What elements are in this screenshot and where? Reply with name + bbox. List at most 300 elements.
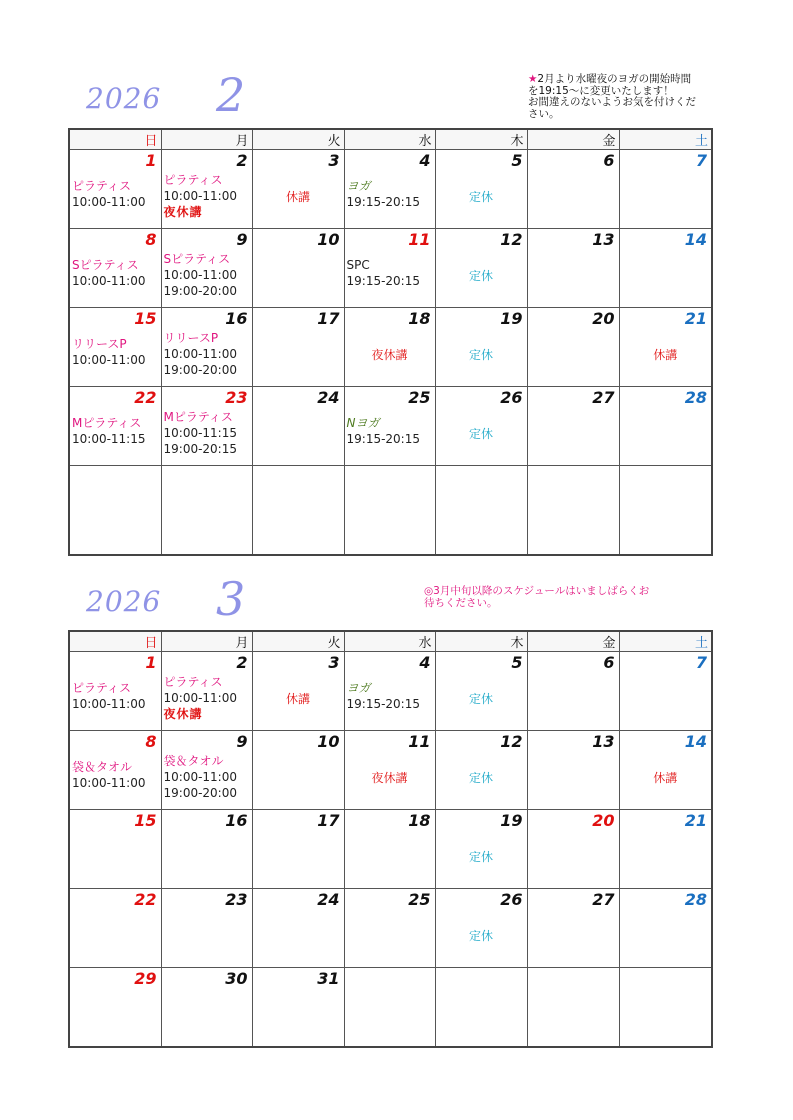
day-cell-content	[620, 308, 712, 386]
day-number: 12	[500, 732, 523, 751]
class-detail: 10:00-11:15	[163, 426, 237, 440]
day-number: 17	[317, 811, 340, 830]
class-event	[164, 753, 238, 801]
day-cell[interactable]	[161, 308, 252, 387]
day-cell[interactable]	[435, 150, 527, 229]
day-cell[interactable]	[252, 652, 344, 731]
class-detail: 10:00-11:15	[72, 432, 146, 446]
class-detail: 10:00-11:00	[163, 268, 237, 282]
class-event	[347, 680, 421, 712]
calendar-grid	[68, 630, 713, 1048]
week-row	[69, 810, 712, 889]
day-number: 18	[408, 309, 431, 328]
day-cell-content	[528, 387, 619, 465]
class-name: 袋＆タオル	[163, 754, 224, 768]
day-number: 2	[236, 653, 248, 672]
class-detail: 19:00-20:00	[163, 786, 237, 800]
day-cell-content	[620, 968, 712, 1046]
day-cell-content	[70, 387, 161, 465]
class-name: Sピラティス	[163, 252, 231, 266]
day-number: 5	[511, 151, 523, 170]
day-cell[interactable]	[252, 308, 344, 387]
day-number: 27	[592, 890, 615, 909]
day-cell[interactable]	[435, 968, 527, 1048]
day-cell-content	[436, 466, 527, 554]
day-number: 6	[603, 653, 615, 672]
day-cell-content	[70, 889, 161, 967]
day-cell-content	[528, 968, 619, 1046]
class-detail: 19:15-20:15	[346, 432, 420, 446]
week-row	[69, 731, 712, 810]
day-number: 14	[684, 230, 707, 249]
day-cell-content	[162, 731, 252, 809]
day-cell-content	[345, 731, 435, 809]
class-name: ピラティス	[163, 173, 223, 187]
class-detail: 10:00-11:00	[72, 195, 146, 209]
day-cell-content	[436, 150, 527, 228]
day-number: 24	[317, 388, 340, 407]
class-event	[72, 415, 146, 447]
day-cell[interactable]	[527, 308, 619, 387]
class-name: リリースP	[163, 331, 219, 345]
day-cell[interactable]	[527, 652, 619, 731]
class-detail: 10:00-11:00	[72, 776, 146, 790]
class-detail: 19:15-20:15	[346, 274, 420, 288]
weekday-label: 日	[69, 129, 161, 150]
day-cell[interactable]	[619, 968, 712, 1048]
day-cell[interactable]	[527, 150, 619, 229]
day-cell-content	[345, 968, 435, 1046]
class-event	[72, 178, 146, 210]
day-number: 19	[500, 811, 523, 830]
day-number: 16	[225, 811, 248, 830]
class-event	[72, 257, 146, 289]
day-cell-content	[253, 150, 344, 228]
day-cell-content	[162, 150, 252, 228]
day-cell-content	[436, 308, 527, 386]
day-cell-content	[345, 889, 435, 967]
day-cell-content	[345, 466, 435, 554]
day-number: 20	[592, 309, 615, 328]
day-cell-content	[345, 652, 435, 730]
class-event	[347, 178, 421, 210]
notice-line: を19:15～に変更いたします！	[528, 84, 674, 97]
day-cell-content	[70, 731, 161, 809]
day-cell-content	[620, 466, 712, 554]
day-cell-content	[70, 810, 161, 888]
weekday-label: 土	[619, 631, 712, 652]
class-detail: 10:00-11:00	[163, 189, 237, 203]
notice-line: さい。	[528, 107, 560, 120]
class-name: ピラティス	[163, 675, 223, 689]
day-cell-content	[620, 652, 712, 730]
weekday-header	[69, 129, 712, 150]
day-cell[interactable]	[435, 387, 527, 466]
day-number: 29	[134, 969, 157, 988]
day-number: 28	[684, 388, 707, 407]
class-name: リリースP	[72, 337, 127, 351]
day-cell-content	[436, 387, 527, 465]
day-number: 11	[408, 732, 431, 751]
day-cell-content	[620, 731, 712, 809]
day-cell[interactable]	[619, 889, 712, 968]
class-name: ピラティス	[72, 681, 132, 695]
day-cell-content	[620, 387, 712, 465]
weekday-label: 金	[527, 631, 619, 652]
weekday-label: 月	[161, 631, 252, 652]
day-cell-content	[620, 810, 712, 888]
week-row	[69, 652, 712, 731]
schedule-notice	[528, 74, 718, 120]
day-cell-content	[345, 387, 435, 465]
class-event	[164, 251, 238, 299]
weekday-label: 土	[619, 129, 712, 150]
day-cell-content	[253, 810, 344, 888]
day-number: 7	[695, 653, 707, 672]
class-event	[347, 257, 421, 289]
day-cell[interactable]	[619, 150, 712, 229]
day-cell-content	[436, 968, 527, 1046]
day-cell-content	[70, 150, 161, 228]
day-cell[interactable]	[161, 466, 252, 556]
day-number: 9	[236, 732, 248, 751]
day-cell-content	[436, 731, 527, 809]
day-cell-content	[253, 968, 344, 1046]
year-label: 2026	[86, 585, 162, 618]
day-number: 15	[134, 309, 157, 328]
day-cell[interactable]	[69, 968, 161, 1048]
day-number: 10	[317, 732, 340, 751]
weekday-label: 日	[69, 631, 161, 652]
day-cell[interactable]	[344, 229, 435, 308]
day-number: 2	[236, 151, 248, 170]
day-number: 22	[134, 890, 157, 909]
day-number: 15	[134, 811, 157, 830]
class-name: Nヨガ	[346, 416, 380, 430]
day-cell[interactable]	[344, 150, 435, 229]
day-number: 22	[134, 388, 157, 407]
day-status: 定休	[468, 692, 493, 706]
day-cell[interactable]	[619, 731, 712, 810]
day-cell-content	[253, 466, 344, 554]
day-status: 定休	[468, 771, 493, 785]
day-cell-content	[70, 652, 161, 730]
class-detail: 10:00-11:00	[163, 347, 237, 361]
day-cell[interactable]	[161, 889, 252, 968]
class-event	[164, 409, 238, 457]
class-name: ヨガ	[346, 681, 371, 695]
day-number: 3	[328, 151, 340, 170]
day-number: 5	[511, 653, 523, 672]
class-detail: 10:00-11:00	[163, 770, 237, 784]
day-cell[interactable]	[161, 652, 252, 731]
day-cell[interactable]	[527, 731, 619, 810]
day-cell[interactable]	[527, 889, 619, 968]
day-cell-content	[70, 229, 161, 307]
day-cell-content	[253, 308, 344, 386]
day-cell[interactable]	[161, 968, 252, 1048]
day-cell-content	[620, 150, 712, 228]
day-number: 31	[317, 969, 340, 988]
day-cell[interactable]	[527, 968, 619, 1048]
week-row	[69, 387, 712, 466]
day-status: 定休	[468, 190, 493, 204]
day-cell-content	[70, 308, 161, 386]
class-name: ヨガ	[346, 179, 371, 193]
day-cell[interactable]	[344, 387, 435, 466]
day-number: 9	[236, 230, 248, 249]
day-status: 夜休講	[371, 348, 408, 362]
day-cell-content	[345, 308, 435, 386]
day-cell-content	[162, 308, 252, 386]
day-cell-content	[162, 229, 252, 307]
class-detail: 10:00-11:00	[72, 697, 146, 711]
day-status: 定休	[468, 427, 493, 441]
day-cell[interactable]	[252, 229, 344, 308]
day-cell-content	[253, 731, 344, 809]
month-number: 3	[216, 572, 246, 626]
day-number: 16	[225, 309, 248, 328]
day-cell-content	[528, 466, 619, 554]
day-cell[interactable]	[435, 652, 527, 731]
day-cell[interactable]	[69, 652, 161, 731]
day-status: 定休	[468, 850, 493, 864]
day-cell[interactable]	[69, 387, 161, 466]
week-row	[69, 889, 712, 968]
day-number: 27	[592, 388, 615, 407]
day-cell[interactable]	[619, 387, 712, 466]
day-status: 定休	[468, 929, 493, 943]
day-number: 4	[419, 151, 431, 170]
weekday-label: 水	[344, 631, 435, 652]
class-name: Mピラティス	[72, 416, 142, 430]
day-cell-content	[162, 810, 252, 888]
day-cell[interactable]	[527, 387, 619, 466]
day-cell[interactable]	[527, 810, 619, 889]
day-cell[interactable]	[252, 150, 344, 229]
day-cell-content	[528, 889, 619, 967]
class-detail: 19:15-20:15	[346, 195, 420, 209]
day-number: 23	[225, 388, 248, 407]
day-number: 26	[500, 388, 523, 407]
day-cell-content	[528, 308, 619, 386]
day-number: 11	[408, 230, 431, 249]
day-number: 10	[317, 230, 340, 249]
day-cell[interactable]	[161, 387, 252, 466]
day-cell[interactable]	[435, 731, 527, 810]
class-name: Sピラティス	[72, 258, 139, 272]
day-number: 30	[225, 969, 248, 988]
day-cell[interactable]	[161, 150, 252, 229]
day-cell[interactable]	[69, 308, 161, 387]
day-cell[interactable]	[435, 229, 527, 308]
day-cell[interactable]	[344, 968, 435, 1048]
day-cell-content	[620, 889, 712, 967]
day-cell[interactable]	[252, 810, 344, 889]
notice-line: ◎3月中旬以降のスケジュールはいましばらくお	[424, 585, 650, 597]
day-cell[interactable]	[619, 810, 712, 889]
day-cell-content	[162, 968, 252, 1046]
day-cell[interactable]	[527, 466, 619, 556]
year-label: 2026	[86, 82, 162, 115]
day-cell-content	[436, 229, 527, 307]
day-cell[interactable]	[252, 466, 344, 556]
week-row	[69, 466, 712, 556]
notice-line: 待ちください。	[424, 596, 498, 609]
day-cell[interactable]	[69, 731, 161, 810]
weekday-label: 火	[252, 129, 344, 150]
day-number: 25	[408, 890, 431, 909]
class-detail: 夜休講	[163, 707, 203, 721]
day-cell[interactable]	[69, 150, 161, 229]
day-number: 24	[317, 890, 340, 909]
star-icon: ★	[528, 73, 538, 85]
month-number: 2	[216, 68, 246, 122]
day-cell[interactable]	[344, 466, 435, 556]
class-event	[164, 330, 238, 378]
class-event	[347, 415, 421, 447]
day-cell[interactable]	[619, 308, 712, 387]
day-cell[interactable]	[161, 229, 252, 308]
day-cell[interactable]	[435, 466, 527, 556]
calendar-grid	[68, 128, 713, 556]
day-status: 休講	[653, 348, 678, 362]
day-cell-content	[70, 466, 161, 554]
day-cell[interactable]	[69, 466, 161, 556]
class-name: Mピラティス	[163, 410, 233, 424]
day-cell-content	[162, 652, 252, 730]
day-cell-content	[436, 889, 527, 967]
day-number: 3	[328, 653, 340, 672]
day-cell[interactable]	[344, 889, 435, 968]
day-number: 8	[145, 230, 157, 249]
day-cell-content	[436, 810, 527, 888]
week-row	[69, 150, 712, 229]
class-detail: 10:00-11:00	[163, 691, 237, 705]
day-number: 26	[500, 890, 523, 909]
day-cell-content	[162, 387, 252, 465]
notice-line: 2月より水曜夜のヨガの開始時間	[537, 73, 692, 85]
weekday-label: 木	[435, 631, 527, 652]
class-event	[72, 680, 146, 712]
class-detail: 19:00-20:15	[163, 442, 237, 456]
day-cell[interactable]	[344, 308, 435, 387]
day-cell[interactable]	[252, 889, 344, 968]
day-cell-content	[528, 810, 619, 888]
week-row	[69, 229, 712, 308]
day-number: 23	[225, 890, 248, 909]
day-cell[interactable]	[344, 731, 435, 810]
weekday-label: 金	[527, 129, 619, 150]
day-number: 14	[684, 732, 707, 751]
day-cell-content	[528, 731, 619, 809]
day-number: 18	[408, 811, 431, 830]
class-detail: 10:00-11:00	[72, 353, 146, 367]
day-number: 13	[592, 732, 615, 751]
day-cell[interactable]	[161, 810, 252, 889]
day-number: 12	[500, 230, 523, 249]
week-row	[69, 308, 712, 387]
weekday-header	[69, 631, 712, 652]
day-cell[interactable]	[252, 731, 344, 810]
day-number: 21	[684, 309, 707, 328]
day-cell-content	[345, 150, 435, 228]
day-cell-content	[253, 889, 344, 967]
class-detail: 10:00-11:00	[72, 274, 146, 288]
day-status: 休講	[285, 190, 310, 204]
weekday-label: 火	[252, 631, 344, 652]
day-status: 夜休講	[371, 771, 408, 785]
day-cell[interactable]	[161, 731, 252, 810]
day-cell[interactable]	[69, 889, 161, 968]
day-cell[interactable]	[252, 387, 344, 466]
day-cell[interactable]	[69, 810, 161, 889]
class-detail: 19:00-20:00	[163, 363, 237, 377]
day-number: 1	[145, 653, 157, 672]
day-cell-content	[253, 387, 344, 465]
day-number: 4	[419, 653, 431, 672]
weekday-label: 水	[344, 129, 435, 150]
class-name: ピラティス	[72, 179, 132, 193]
week-row	[69, 968, 712, 1048]
day-cell-content	[70, 968, 161, 1046]
day-cell[interactable]	[435, 889, 527, 968]
day-number: 19	[500, 309, 523, 328]
class-event	[72, 336, 146, 368]
day-number: 6	[603, 151, 615, 170]
day-number: 28	[684, 890, 707, 909]
day-status: 休講	[653, 771, 678, 785]
day-cell-content	[620, 229, 712, 307]
day-cell-content	[528, 652, 619, 730]
day-cell[interactable]	[619, 466, 712, 556]
class-event	[164, 674, 238, 722]
class-detail: 夜休講	[163, 205, 203, 219]
class-event	[72, 759, 146, 791]
day-cell[interactable]	[344, 810, 435, 889]
day-status: 定休	[468, 269, 493, 283]
day-cell-content	[345, 229, 435, 307]
day-cell[interactable]	[619, 652, 712, 731]
day-cell[interactable]	[527, 229, 619, 308]
day-number: 7	[695, 151, 707, 170]
day-number: 1	[145, 151, 157, 170]
weekday-label: 木	[435, 129, 527, 150]
day-cell[interactable]	[435, 810, 527, 889]
day-number: 8	[145, 732, 157, 751]
day-cell[interactable]	[252, 968, 344, 1048]
day-cell[interactable]	[435, 308, 527, 387]
day-cell[interactable]	[619, 229, 712, 308]
day-number: 13	[592, 230, 615, 249]
day-number: 20	[592, 811, 615, 830]
class-event	[164, 172, 238, 220]
day-number: 21	[684, 811, 707, 830]
day-status: 休講	[285, 692, 310, 706]
day-cell[interactable]	[344, 652, 435, 731]
day-cell-content	[528, 150, 619, 228]
day-cell-content	[345, 810, 435, 888]
day-number: 17	[317, 309, 340, 328]
class-detail: 19:00-20:00	[163, 284, 237, 298]
day-cell-content	[162, 889, 252, 967]
day-status: 定休	[468, 348, 493, 362]
class-name: SPC	[346, 258, 370, 272]
schedule-notice	[424, 586, 714, 609]
day-cell-content	[528, 229, 619, 307]
day-cell[interactable]	[69, 229, 161, 308]
day-cell-content	[253, 229, 344, 307]
